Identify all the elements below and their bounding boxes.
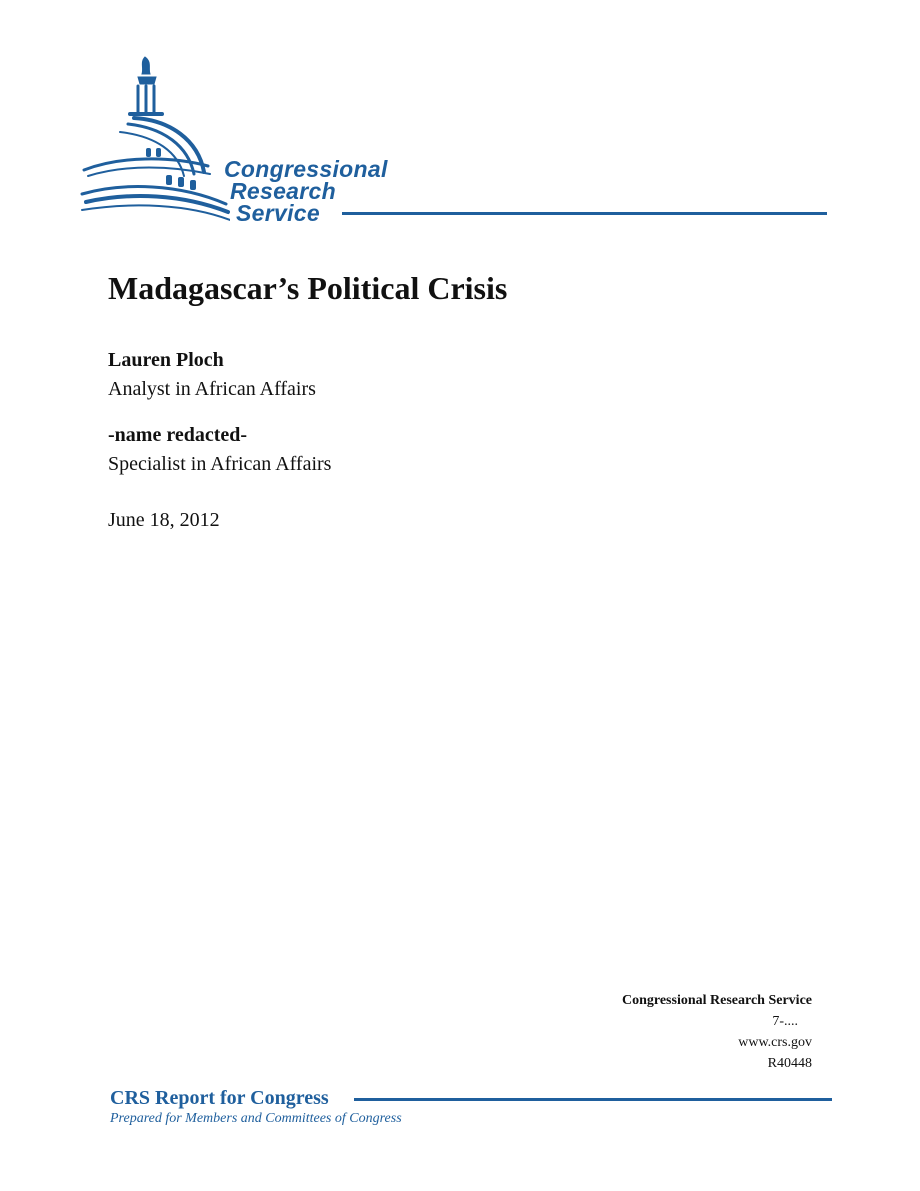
author-1-role: Analyst in African Affairs [108, 378, 316, 400]
contact-code: 7-.... [772, 1014, 798, 1029]
report-title: Madagascar’s Political Crisis [108, 270, 508, 306]
capitol-dome-icon [80, 52, 230, 227]
publisher-name: Congressional Research Service [621, 993, 812, 1008]
author-2-name: -name redacted- [108, 424, 248, 446]
footer-title: CRS Report for Congress [110, 1087, 329, 1109]
footer-divider-rule [354, 1098, 832, 1101]
logo-text-service: Service [236, 200, 320, 226]
logo-text-congressional: Congressional [224, 156, 388, 182]
logo-text-research: Research [230, 178, 336, 204]
website-link[interactable]: www.crs.gov [738, 1035, 812, 1050]
publisher-info [512, 990, 812, 1074]
logo-divider-rule [342, 212, 827, 215]
report-number: R40448 [767, 1056, 812, 1071]
author-2-role: Specialist in African Affairs [108, 453, 332, 475]
footer-subtitle: Prepared for Members and Committees of Congress [110, 1111, 402, 1126]
crs-logo [80, 52, 830, 227]
author-1-name: Lauren Ploch [108, 349, 224, 371]
report-date: June 18, 2012 [108, 509, 220, 531]
